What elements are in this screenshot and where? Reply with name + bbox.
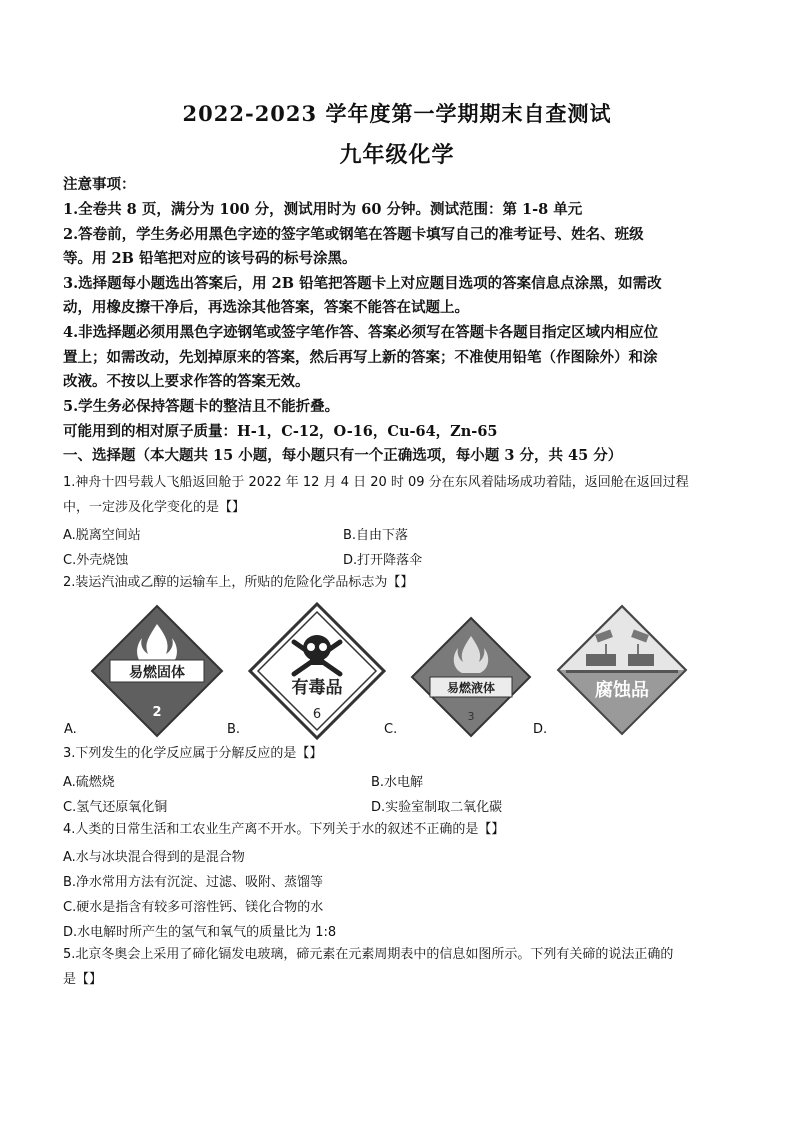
note-line: 改液。不按以上要求作答的答案无效。 xyxy=(63,373,310,390)
sign-class-number: 3 xyxy=(467,710,475,723)
sign-label: 有毒品 xyxy=(291,678,343,698)
sign-label: 腐蚀品 xyxy=(595,680,649,701)
q1-option-a: A.脱离空间站 xyxy=(63,528,141,543)
note-line: 5.学生务必保持答题卡的整洁且不能折叠。 xyxy=(63,398,340,415)
exam-subtitle: 九年级化学 xyxy=(339,142,455,168)
question-1-stem: 1.神舟十四号载人飞船返回舱于 2022 年 12 月 4 日 20 时 09 分在东风着陆场成功着陆，返回舱在返回过程 xyxy=(63,475,689,490)
toxic-sign xyxy=(248,602,386,740)
q4-option-c: C.硬水是指含有较多可溶性钙、镁化合物的水 xyxy=(63,900,324,915)
note-line: 2.答卷前，学生务必用黑色字迹的签字笔或钢笔在答题卡填写自己的准考证号、姓名、班级 xyxy=(63,226,644,243)
sign-class-number: 2 xyxy=(152,705,162,720)
question-1-stem-cont: 中，一定涉及化学变化的是【】 xyxy=(63,500,246,515)
q2-letter-d: D. xyxy=(533,722,548,737)
exam-title: 2022-2023 学年度第一学期期末自查测试 xyxy=(182,101,612,126)
question-5-stem-cont: 是【】 xyxy=(63,972,103,987)
q1-option-b: B.自由下落 xyxy=(343,528,409,543)
q4-option-b: B.净水常用方法有沉淀、过滤、吸附、蒸馏等 xyxy=(63,875,324,890)
q4-option-a: A.水与冰块混合得到的是混合物 xyxy=(63,850,245,865)
note-line: 等。用 2B 铅笔把对应的该号码的标号涂黑。 xyxy=(63,250,357,267)
question-2-stem: 2.装运汽油或乙醇的运输车上，所贴的危险化学品标志为【】 xyxy=(63,575,414,590)
sign-label: 易燃液体 xyxy=(446,681,496,695)
question-3-stem: 3.下列发生的化学反应属于分解反应的是【】 xyxy=(63,746,323,761)
q2-letter-a: A. xyxy=(64,722,77,737)
corrosive-sign xyxy=(556,604,688,736)
note-line: 1.全卷共 8 页，满分为 100 分，测试用时为 60 分钟。测试范围：第 1-8 单元 xyxy=(63,201,583,218)
atomic-masses: 可能用到的相对原子质量：H-1，C-12，O-16，Cu-64，Zn-65 xyxy=(63,423,498,440)
q3-option-a: A.硫燃烧 xyxy=(63,775,115,790)
note-line: 置上；如需改动，先划掉原来的答案，然后再写上新的答案；不准使用铅笔（作图除外）和涂 xyxy=(63,349,658,366)
q1-option-d: D.打开降落伞 xyxy=(343,553,423,568)
q2-letter-c: C. xyxy=(384,722,398,737)
q4-option-d: D.水电解时所产生的氢气和氧气的质量比为 1:8 xyxy=(63,925,337,940)
question-4-stem: 4.人类的日常生活和工农业生产离不开水。下列关于水的叙述不正确的是【】 xyxy=(63,822,505,837)
notes-heading: 注意事项： xyxy=(63,176,136,193)
q1-option-c: C.外壳烧蚀 xyxy=(63,553,129,568)
note-line: 动，用橡皮擦干净后，再选涂其他答案，答案不能答在试题上。 xyxy=(63,299,469,316)
q2-letter-b: B. xyxy=(227,722,241,737)
q3-option-d: D.实验室制取二氧化碳 xyxy=(371,800,503,815)
sign-label: 易燃固体 xyxy=(129,665,185,681)
q3-option-c: C.氢气还原氧化铜 xyxy=(63,800,168,815)
section-heading: 一、选择题（本大题共 15 小题，每小题只有一个正确选项，每小题 3 分，共 45 分） xyxy=(63,447,623,464)
sign-class-number: 6 xyxy=(312,707,322,722)
note-line: 3.选择题每小题选出答案后，用 2B 铅笔把答题卡上对应题目选项的答案信息点涂黑，如需改 xyxy=(63,275,662,292)
note-line: 4.非选择题必须用黑色字迹钢笔或签字笔作答、答案必须写在答题卡各题目指定区域内相应位 xyxy=(63,324,659,341)
flammable-liquid-sign xyxy=(410,616,532,738)
flammable-solid-sign xyxy=(90,604,224,738)
question-5-stem: 5.北京冬奥会上采用了碲化镉发电玻璃，碲元素在元素周期表中的信息如图所示。下列有关碲的说法正确的 xyxy=(63,947,674,962)
q3-option-b: B.水电解 xyxy=(371,775,424,790)
